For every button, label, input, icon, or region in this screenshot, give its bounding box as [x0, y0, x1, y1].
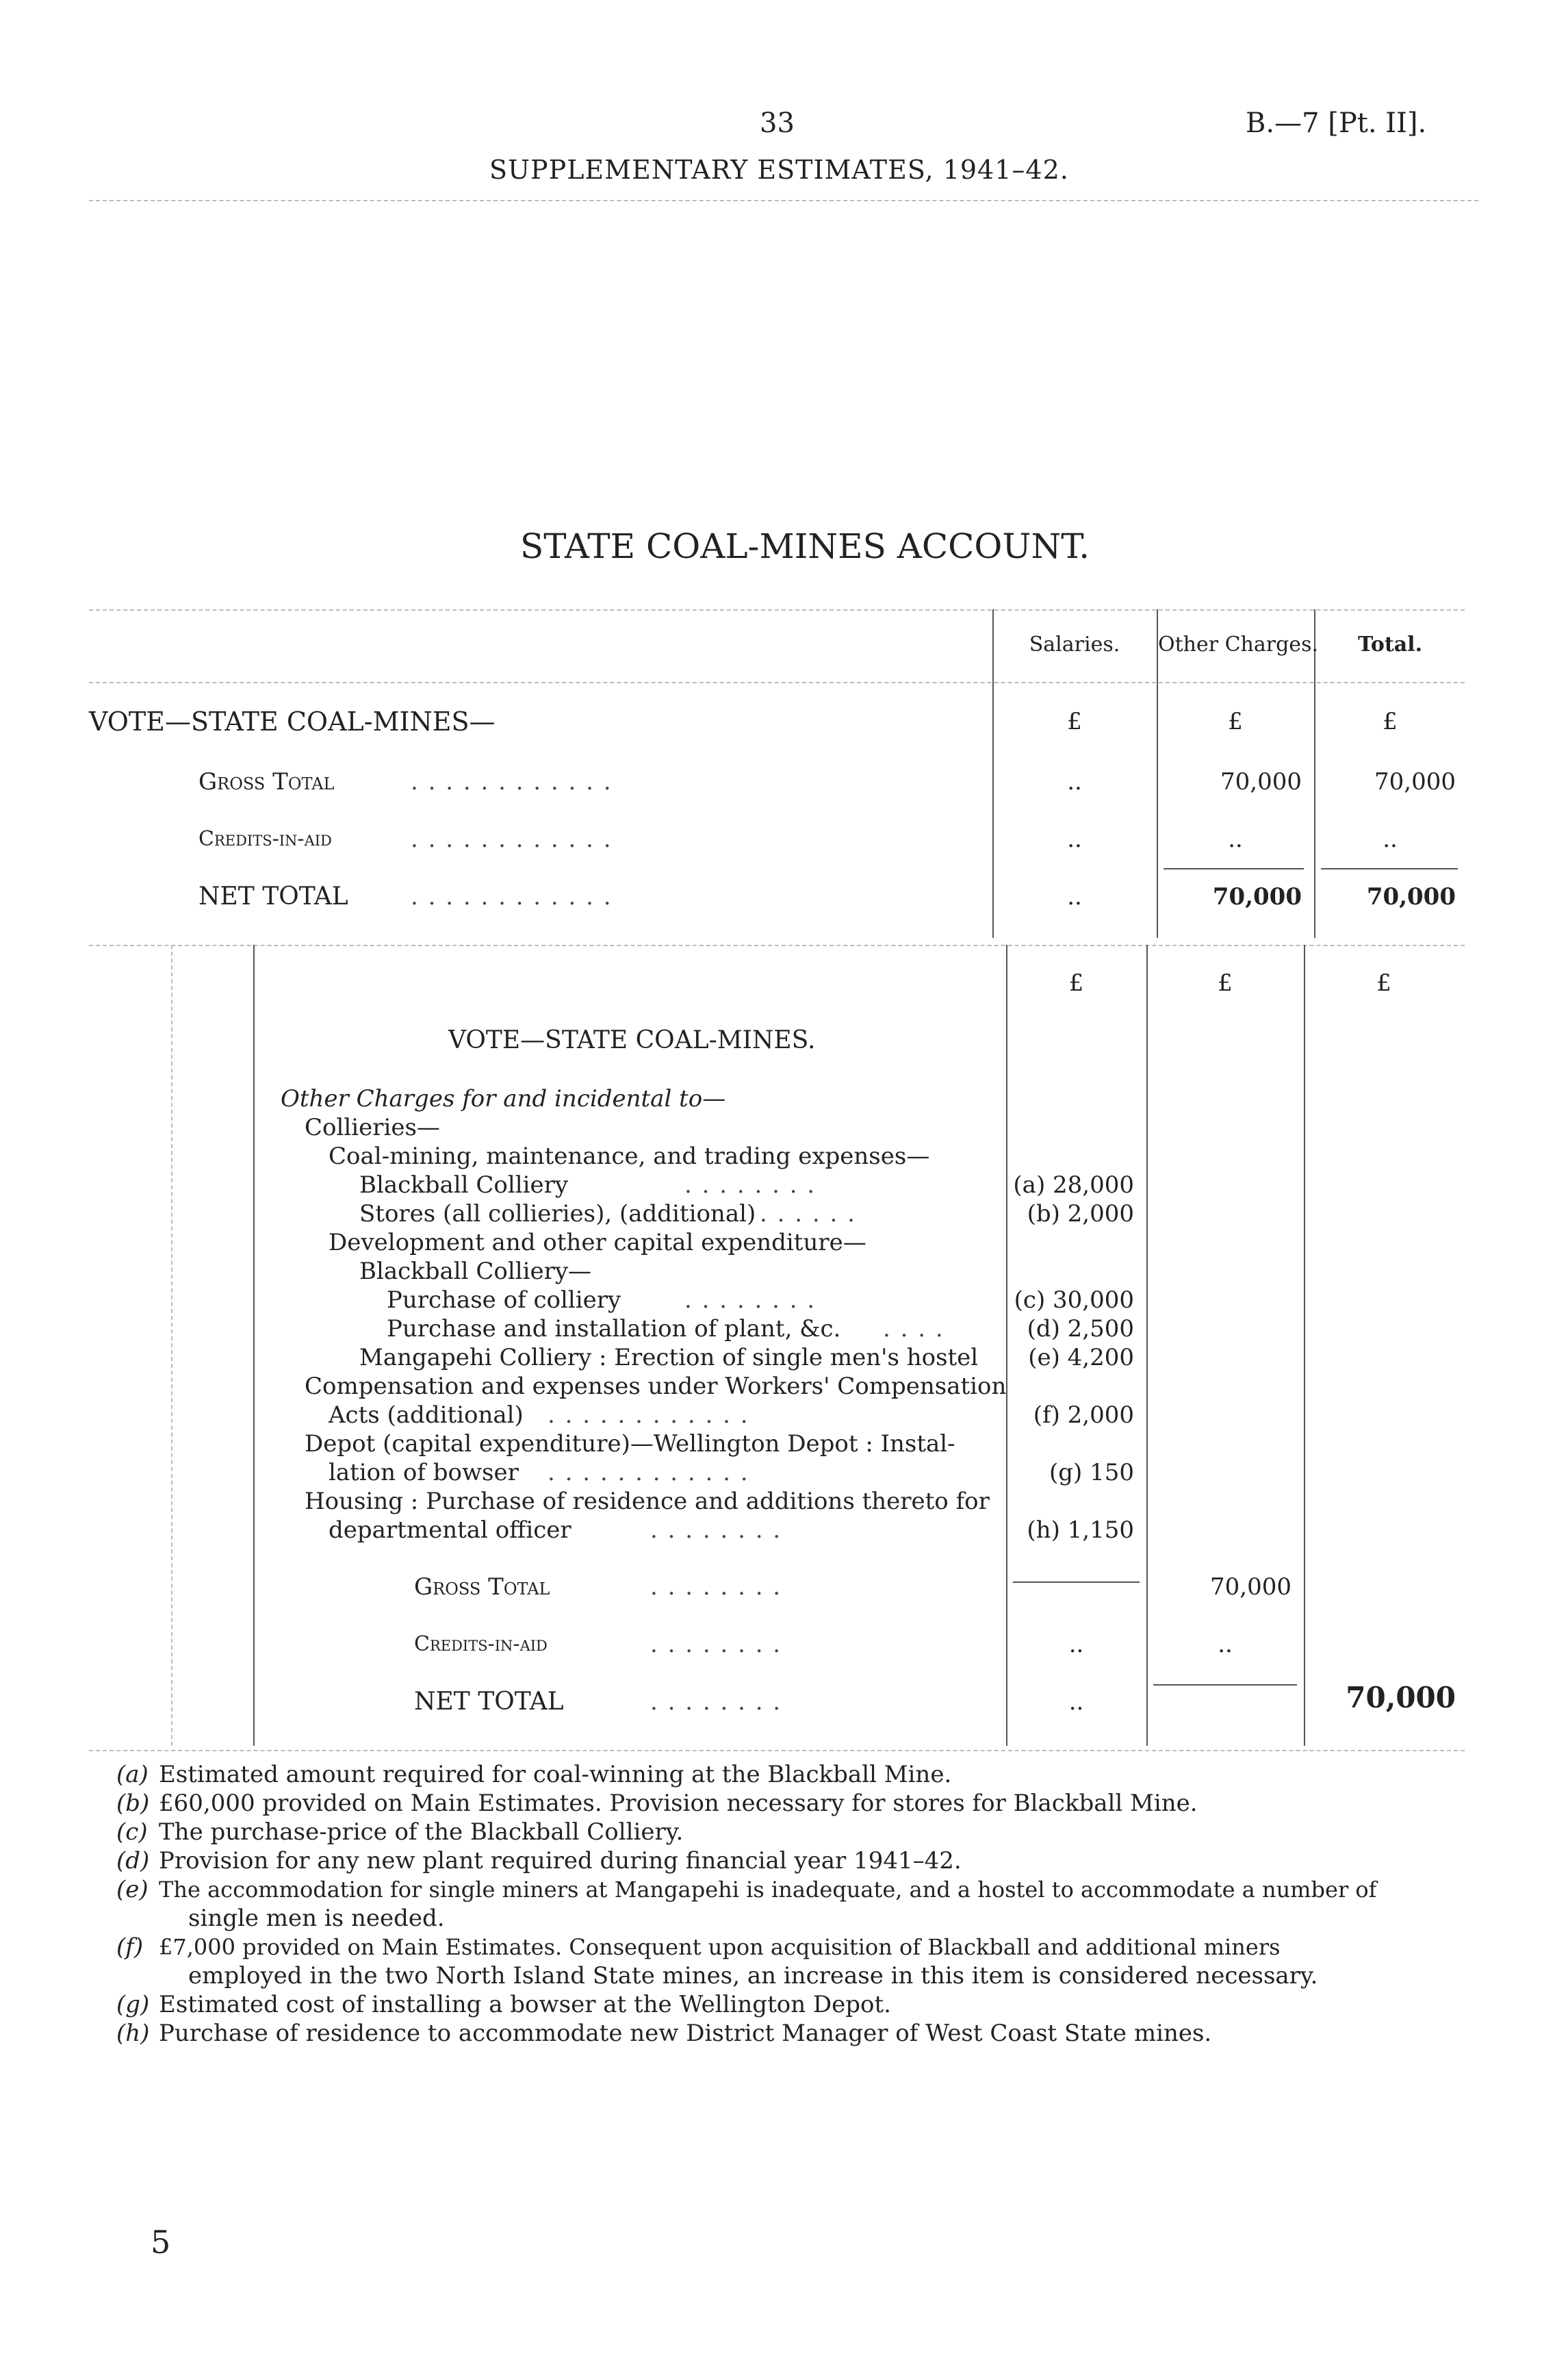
running-title: SUPPLEMENTARY ESTIMATES, 1941–42.: [489, 155, 1069, 185]
footnote-mark: (e): [116, 1876, 149, 1903]
leader-dots: . . . . . . . .: [650, 1631, 782, 1658]
leader-dots: . . . . . .: [760, 1200, 856, 1228]
line-item-amount: (d) 2,500: [1027, 1315, 1134, 1343]
col-header-total: Total.: [1357, 633, 1423, 657]
line-item-amount: (g) 150: [1049, 1459, 1134, 1486]
detail-vote-heading: VOTE—STATE COAL-MINES.: [448, 1026, 816, 1054]
line-item-text: Stores (all collieries), (additional): [359, 1200, 756, 1228]
line-item-text: Mangapehi Colliery : Erection of single men's hostel: [359, 1344, 979, 1371]
leader-dots: . . . . . . . . . . . .: [411, 826, 613, 853]
leader-dots: . . . . . . . . . . . .: [548, 1401, 749, 1429]
summary-credits-other: ..: [1228, 826, 1243, 853]
detail-currency-other: £: [1218, 969, 1233, 997]
line-item-text: Development and other capital expenditure—: [329, 1229, 866, 1256]
currency-salaries: £: [1067, 708, 1082, 735]
header-rule: [89, 200, 1478, 201]
line-item-amount: (a) 28,000: [1013, 1171, 1134, 1199]
leader-dots: . . . . . . . .: [650, 1573, 782, 1601]
line-item-text: Blackball Colliery: [359, 1171, 569, 1199]
summary-gross-salaries: ..: [1067, 768, 1082, 796]
leader-dots: . . . . . . . .: [684, 1286, 817, 1314]
summary-credits-salaries: ..: [1067, 826, 1082, 853]
line-item-text: Other Charges for and incidental to—: [281, 1085, 726, 1113]
summary-net-total: 70,000: [1366, 883, 1456, 911]
leader-dots: . . . . . . . . . . . .: [548, 1459, 749, 1486]
footnote-text: Estimated amount required for coal-winning at the Blackball Mine.: [159, 1761, 952, 1788]
leader-dots: . . . . . . . .: [650, 1688, 782, 1716]
leader-dots: . . . . . . . .: [684, 1171, 817, 1199]
line-item-amount: (f) 2,000: [1033, 1401, 1134, 1429]
leader-dots: . . . .: [883, 1315, 944, 1343]
col-header-other-charges: Other Charges.: [1158, 633, 1318, 657]
detail-currency-total: £: [1376, 969, 1391, 997]
summary-gross-label: Gross Total: [198, 768, 335, 796]
detail-net-total: 70,000: [1346, 1681, 1456, 1714]
footnote-mark: (a): [116, 1761, 149, 1788]
line-item-text: Purchase and installation of plant, &c.: [387, 1315, 841, 1343]
summary-gross-total: 70,000: [1374, 768, 1456, 796]
line-item-amount: (e) 4,200: [1028, 1344, 1134, 1371]
summary-net-other: 70,000: [1212, 883, 1302, 911]
footnote-text-cont: employed in the two North Island State mines, an increase in this item is considered necessary.: [188, 1962, 1318, 1990]
currency-total: £: [1383, 708, 1398, 735]
col-header-salaries: Salaries.: [1029, 633, 1120, 657]
document-code: B.—7 [Pt. II].: [1246, 107, 1427, 139]
footnote-mark: (b): [116, 1790, 150, 1817]
detail-credits-other: ..: [1218, 1631, 1233, 1658]
summary-gross-other: 70,000: [1220, 768, 1302, 796]
footnote-mark: (h): [116, 2020, 150, 2047]
vote-label: VOTE—STATE COAL-MINES—: [89, 707, 496, 737]
line-item-amount: (b) 2,000: [1027, 1200, 1134, 1228]
footnote-text: Purchase of residence to accommodate new District Manager of West Coast State mines.: [159, 2020, 1212, 2047]
page-number: 33: [760, 107, 795, 139]
footnote-text: Provision for any new plant required during financial year 1941–42.: [159, 1847, 962, 1874]
footnote-text: The accommodation for single miners at Mangapehi is inadequate, and a hostel to accommodate a number of: [159, 1877, 1377, 1903]
line-item-text: Blackball Colliery—: [359, 1258, 592, 1285]
detail-gross-other: 70,000: [1210, 1573, 1291, 1601]
line-item-text: Depot (capital expenditure)—Wellington Depot : Instal-: [305, 1430, 955, 1458]
footnote-mark: (c): [116, 1818, 148, 1846]
account-title: STATE COAL-MINES ACCOUNT.: [520, 526, 1090, 566]
line-item-amount: (c) 30,000: [1014, 1286, 1134, 1314]
leader-dots: . . . . . . . . . . . .: [411, 883, 613, 911]
line-item-text: Purchase of colliery: [387, 1286, 621, 1314]
line-item-text: Coal-mining, maintenance, and trading expenses—: [329, 1143, 930, 1170]
leader-dots: . . . . . . . . . . . .: [411, 768, 613, 796]
detail-net-salaries: ..: [1068, 1688, 1084, 1716]
footnote-mark: (g): [116, 1991, 150, 2018]
detail-net-label: NET TOTAL: [414, 1688, 564, 1716]
footnote-mark: (d): [116, 1847, 150, 1874]
footnote-text: £7,000 provided on Main Estimates. Consequent upon acquisition of Blackball and additional miners: [159, 1934, 1281, 1960]
footnote-text: The purchase-price of the Blackball Colliery.: [159, 1818, 684, 1846]
line-item-text: Collieries—: [305, 1114, 440, 1141]
line-item-text: Acts (additional): [329, 1401, 524, 1429]
signature-number: 5: [151, 2224, 171, 2261]
summary-net-label: NET TOTAL: [198, 882, 348, 911]
detail-currency-salaries: £: [1068, 969, 1084, 997]
summary-credits-total: ..: [1383, 826, 1398, 853]
line-item-text: Compensation and expenses under Workers' Compensation: [305, 1373, 1007, 1400]
footnote-text-cont: single men is needed.: [188, 1905, 445, 1932]
detail-credits-salaries: ..: [1068, 1631, 1084, 1658]
leader-dots: . . . . . . . .: [650, 1516, 782, 1544]
footnote-text: £60,000 provided on Main Estimates. Provision necessary for stores for Blackball Mine.: [159, 1790, 1198, 1817]
footnote-mark: (f): [116, 1933, 144, 1961]
summary-net-salaries: ..: [1067, 883, 1082, 911]
line-item-text: lation of bowser: [329, 1459, 519, 1486]
currency-other: £: [1228, 708, 1243, 735]
footnote-text: Estimated cost of installing a bowser at the Wellington Depot.: [159, 1991, 891, 2018]
line-item-amount: (h) 1,150: [1027, 1516, 1134, 1544]
line-item-text: Housing : Purchase of residence and additions thereto for: [305, 1488, 990, 1515]
detail-gross-label: Gross Total: [414, 1573, 550, 1601]
line-item-text: departmental officer: [329, 1516, 571, 1544]
summary-credits-label: Credits-in-aid: [198, 827, 332, 851]
detail-credits-label: Credits-in-aid: [414, 1632, 548, 1656]
